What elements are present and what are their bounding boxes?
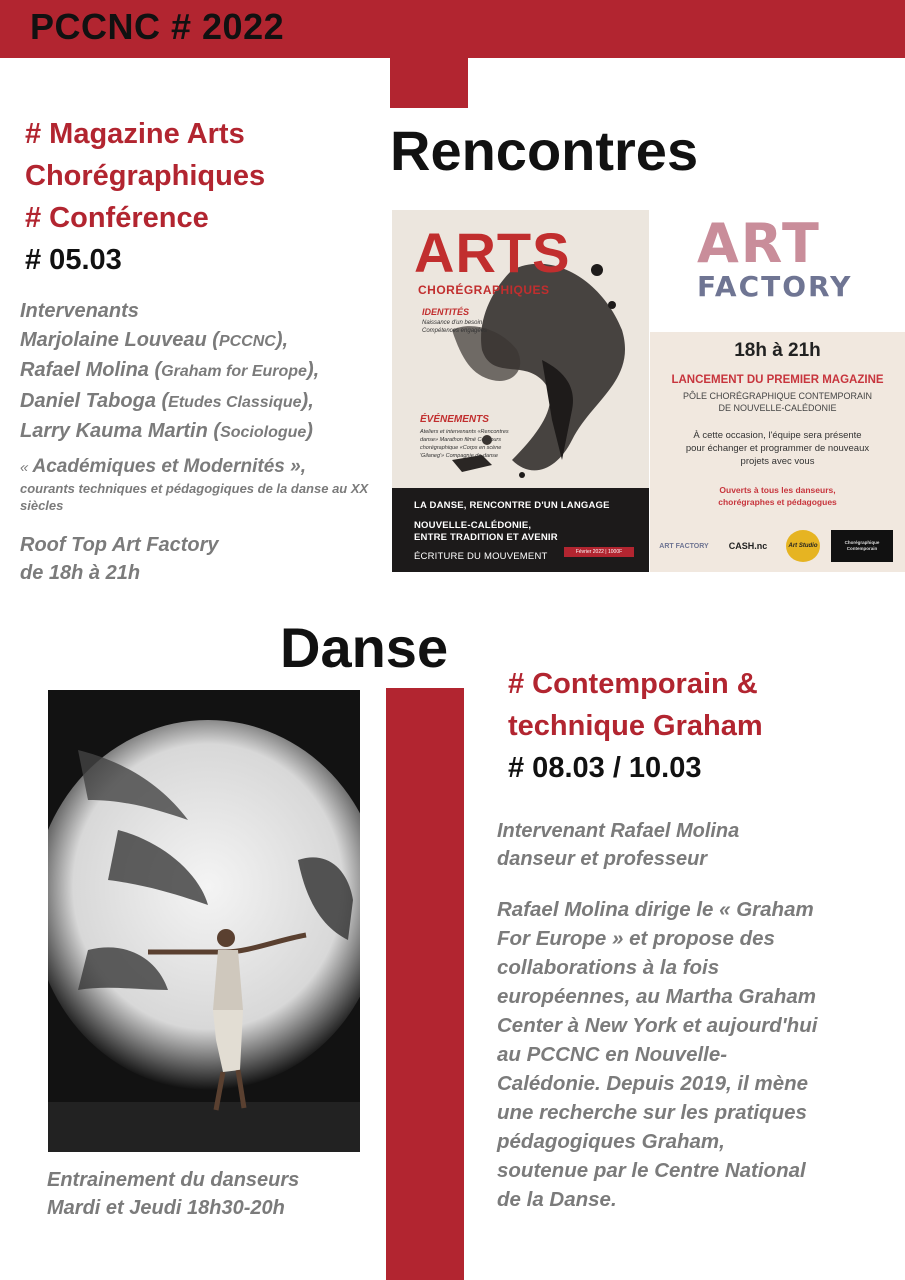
sponsor-logo-cash: CASH.nc (728, 541, 768, 551)
speaker-item: Rafael Molina (Graham for Europe), (20, 359, 320, 381)
page-title: PCCNC # 2022 (30, 6, 285, 47)
flyer-pole-line: PÔLE CHORÉGRAPHIQUE CONTEMPORAIN (682, 391, 873, 401)
launch-flyer (650, 332, 905, 572)
speakers-list (20, 297, 390, 448)
magazine-line: ENTRE TRADITION ET AVENIR (414, 532, 558, 543)
flyer-open-line: Ouverts à tous les danseurs, (719, 485, 836, 495)
flyer-time: 18h à 21h (734, 340, 821, 361)
speaker-item: Daniel Taboga (Etudes Classique), (20, 389, 314, 412)
description-line: Center à New York et aujourd'hui (497, 1014, 818, 1037)
description-line: Calédonie. Depuis 2019, il mène (497, 1072, 809, 1095)
heading-line: Chorégraphiques (25, 160, 266, 192)
description-line: soutenue par le Centre National (497, 1159, 806, 1182)
vertical-accent-bar (386, 688, 464, 1280)
venue-line: de 18h à 21h (20, 562, 141, 584)
conference-heading (25, 113, 385, 281)
workshop-heading (508, 663, 898, 789)
theme-subtitle: courants techniques et pédagogiques de la danse au XX siècles (20, 481, 369, 513)
magazine-issue: Février 2022 | 1000F (564, 547, 634, 557)
magazine-bottom-band (392, 488, 649, 572)
speakers-label: Intervenants (20, 300, 139, 322)
magazine-section-identites: IDENTITÉS (422, 307, 470, 317)
sponsor-logo-art-studio: Art Studio (786, 530, 820, 562)
magazine-section-text: Naissance d'un besoin Compétences engagées (422, 320, 488, 334)
sponsor-logo-art-factory: ART FACTORY (659, 542, 709, 550)
speaker-item: Marjolaine Louveau (PCCNC), (20, 328, 289, 351)
flyer-pole (650, 390, 905, 414)
event-date: # 08.03 / 10.03 (508, 752, 702, 784)
logo-text-factory: FACTORY (697, 270, 853, 303)
heading-line: technique Graham (508, 710, 763, 742)
description-line: For Europe » et propose des (497, 927, 775, 950)
description-line: collaborations à la fois (497, 956, 720, 979)
magazine-cover-image (392, 210, 649, 572)
heading-line: # Conférence (25, 202, 209, 234)
banner-notch (390, 58, 468, 108)
magazine-line: LA DANSE, RENCONTRE D'UN LANGAGE (414, 500, 610, 511)
description-line: une recherche sur les pratiques (497, 1101, 807, 1124)
flyer-occasion-line: pour échanger et programmer de nouveaux (685, 443, 870, 454)
workshop-description (497, 895, 897, 1214)
conference-theme: « Académiques et Modernités », (20, 456, 306, 477)
intervenant-line: danseur et professeur (497, 848, 708, 870)
caption-line: Mardi et Jeudi 18h30-20h (47, 1197, 285, 1219)
heading-line: # Contemporain & (508, 668, 758, 700)
magazine-section-evenements: ÉVÉNEMENTS (420, 414, 489, 425)
magazine-line: ÉCRITURE DU MOUVEMENT (414, 551, 548, 562)
description-line: pédagogiques Graham, (497, 1130, 725, 1153)
flyer-open-line: chorégraphes et pédagogues (718, 497, 837, 507)
description-line: au PCCNC en Nouvelle- (497, 1043, 728, 1066)
magazine-title: ARTS (414, 221, 571, 284)
event-date: # 05.03 (25, 244, 122, 276)
dancer-spotlight-image (48, 690, 360, 1152)
magazine-line: NOUVELLE-CALÉDONIE, (414, 520, 532, 531)
flyer-occasion-line: À cette occasion, l'équipe sera présente (693, 430, 862, 441)
description-line: européennes, au Martha Graham (497, 985, 816, 1008)
section-title-danse: Danse (280, 616, 449, 679)
dancer-photo (48, 690, 360, 1152)
description-line: de la Danse. (497, 1188, 617, 1211)
sponsor-logos (656, 530, 901, 564)
section-title-rencontres: Rencontres (390, 119, 699, 182)
flyer-occasion (660, 429, 895, 468)
venue-info (20, 531, 390, 587)
sponsor-logo-choregraphique: Chorégraphique Contemporain (831, 530, 893, 562)
flyer-launch: LANCEMENT DU PREMIER MAGAZINE (671, 374, 884, 386)
magazine-subtitle: CHORÉGRAPHIQUES (418, 283, 550, 297)
caption-line: Entrainement du danseurs (47, 1169, 300, 1191)
workshop-intervenant (497, 817, 897, 873)
logo-text-art: ART (697, 212, 821, 275)
flyer-occasion-line: projets avec vous (740, 456, 815, 467)
magazine-section-text: Ateliers et intervenants «Rencontres danse» Marathon filmé Concours chorégraphique «Corps en scène 'Gilaneg'» Compagnie de danse (420, 429, 509, 459)
flyer-open (660, 484, 895, 508)
speaker-item: Larry Kauma Martin (Sociologue) (20, 420, 313, 442)
art-factory-logo (697, 212, 875, 307)
description-line: Rafael Molina dirige le « Graham (497, 898, 814, 921)
heading-line: # Magazine Arts (25, 118, 245, 150)
venue-line: Roof Top Art Factory (20, 534, 219, 556)
intervenant-line: Intervenant Rafael Molina (497, 820, 740, 842)
photo-caption (47, 1166, 377, 1222)
flyer-pole-line: DE NOUVELLE-CALÉDONIE (718, 403, 837, 413)
